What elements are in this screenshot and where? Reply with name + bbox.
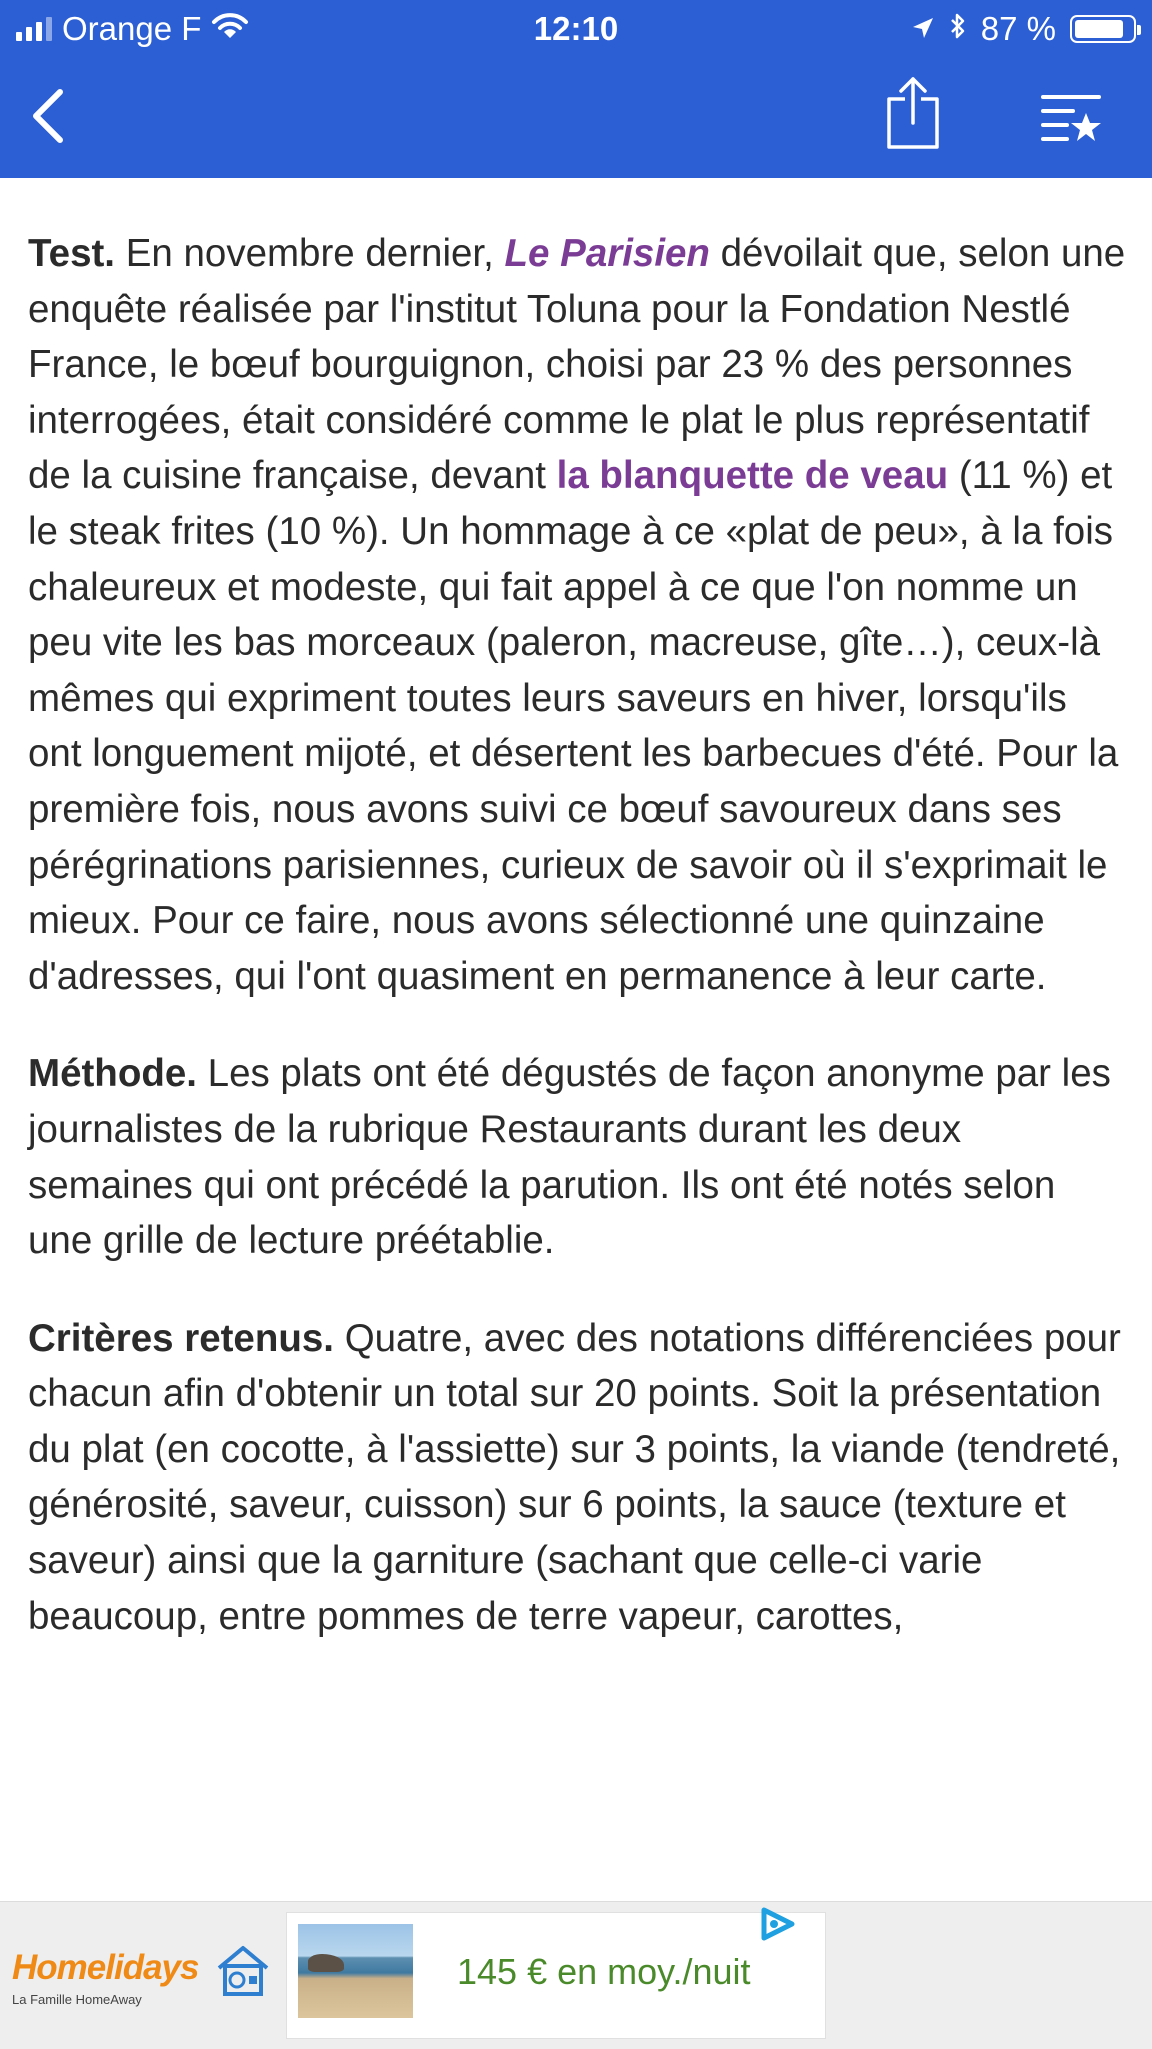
adchoices-icon[interactable]: [758, 1906, 798, 1947]
link-le-parisien[interactable]: Le Parisien: [504, 232, 710, 275]
back-button[interactable]: [18, 80, 78, 152]
list-star-icon: [1039, 89, 1103, 145]
article-paragraph-methode: [28, 1046, 1128, 1268]
paragraph-text: En novembre dernier,: [115, 232, 505, 275]
lead-criteres: Critères retenus.: [28, 1316, 334, 1360]
paragraph-text: (11 %) et le steak frites (10 %). Un hommage à ce «plat de peu», à la fois chaleureux et modeste, qui fait appel à ce que l'on nomme un peu vite les bas morceaux (paleron, macreuse, gîte…), ceux-là mêmes qui expriment toutes leurs saveurs en hiver, lorsqu'ils ont longuement mijoté, et désertent les barbecues d'été. Pour la première fois, nous avons suivi ce bœuf savoureux dans ses pérégrinations parisiennes, curieux de savoir où il s'exprimait le mieux. Pour ce faire, nous avons sélectionné une quinzaine d'adresses, qui l'ont quasiment en permanence à leur carte.: [28, 454, 1119, 998]
ad-beach-photo: [298, 1924, 413, 2018]
house-icon: [213, 1942, 273, 2003]
share-icon: [885, 75, 941, 151]
location-arrow-icon: [911, 10, 935, 48]
ad-price: 145 € en moy./nuit: [457, 1951, 751, 1992]
navigation-bar: [0, 58, 1152, 178]
lead-methode: Méthode.: [28, 1052, 197, 1096]
share-button[interactable]: [878, 68, 948, 158]
article-paragraph-test: [28, 226, 1128, 1004]
paragraph-text: dévoilait que, selon une enquête réalisée par l'institut Toluna pour la Fondation Nestlé France, le bœuf bourguignon, choisi par 23 % des personnes interrogées, était considéré comme le plat le plus représentatif de la cuisine française, devant: [28, 232, 1126, 498]
article-body: [28, 226, 1128, 1686]
reading-list-button[interactable]: [1036, 84, 1106, 150]
article-paragraph-criteres: [28, 1311, 1128, 1645]
carrier-name: Orange F: [62, 10, 202, 47]
link-blanquette-de-veau[interactable]: la blanquette de veau: [556, 454, 949, 498]
paragraph-text: Quatre, avec des notations différenciées pour chacun afin d'obtenir un total sur 20 points. Soit la présentation du plat (en cocotte, à l'assiette) sur 3 points, la viande (tendreté, générosité, saveur, cuisson) sur 6 points, la sauce (texture et saveur) ainsi que la garniture (sachant que celle-ci varie beaucoup, entre pommes de terre vapeur, carottes,: [28, 1316, 1121, 1638]
top-bar: [0, 0, 1152, 178]
status-right: [911, 10, 1136, 48]
lead-test: Test.: [28, 232, 116, 275]
battery-icon: [1070, 15, 1136, 43]
chevron-left-icon: [28, 88, 68, 144]
ad-brand-name: Homelidays: [12, 1948, 199, 1987]
ad-banner[interactable]: [0, 1901, 1152, 2049]
status-time: 12:10: [533, 10, 619, 47]
ad-card[interactable]: [286, 1912, 826, 2039]
ad-brand-tagline: La Famille HomeAway: [12, 1992, 142, 2007]
battery-percentage: 87 %: [980, 10, 1056, 47]
paragraph-text: Les plats ont été dégustés de façon anonyme par les journalistes de la rubrique Restaurants durant les deux semaines qui ont précédé la parution. Ils ont été notés selon une grille de lecture préétablie.: [28, 1052, 1111, 1263]
status-bar: [0, 0, 1152, 58]
ad-brand-logo[interactable]: [12, 1948, 198, 2007]
bluetooth-icon: [949, 10, 967, 48]
